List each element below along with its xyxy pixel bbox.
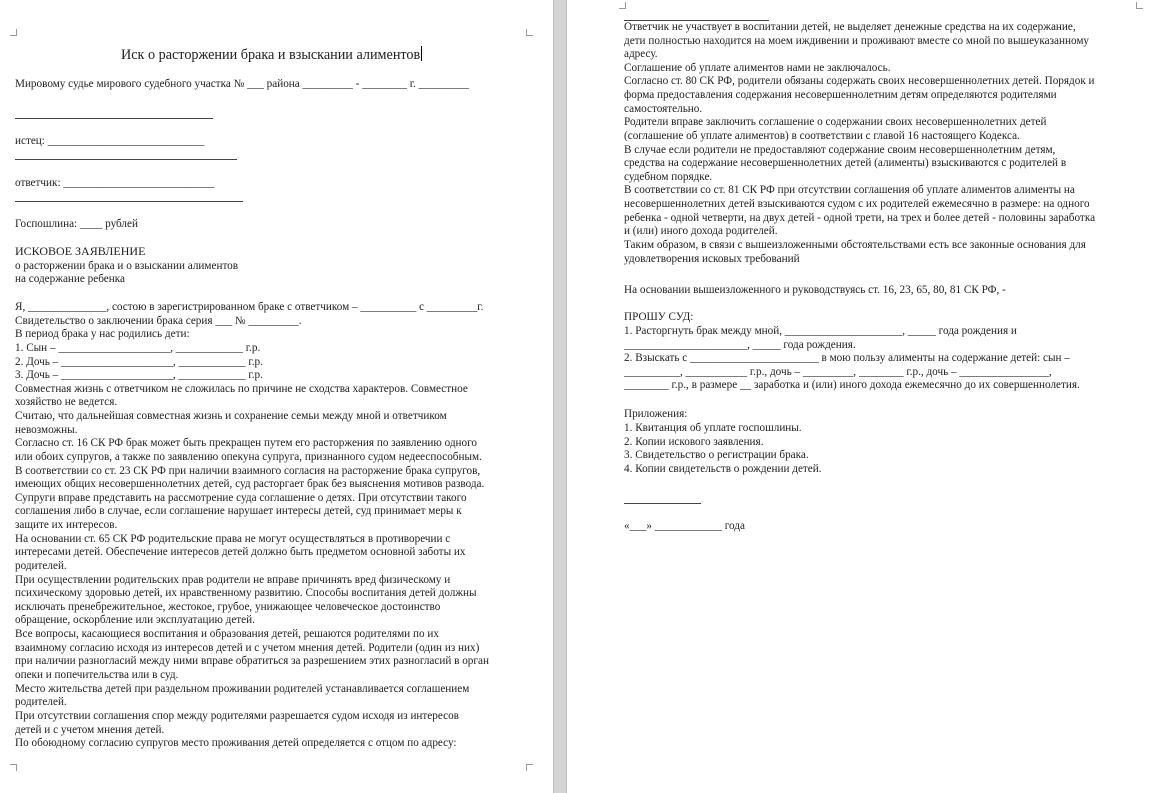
body-paragraph-line[interactable]: обращение, оскорбление или эксплуатацию детей. [15,614,255,627]
ask-item-line[interactable]: ______________________, _____ года рождения. [624,338,856,351]
blank-line [15,159,237,160]
defendant-line[interactable]: ответчик: ___________________________ [15,177,215,189]
body-paragraph-line[interactable]: родителей. [15,559,67,572]
body-paragraph-line[interactable]: исключать пренебрежительное, жестокое, грубое, унижающее человеческое достоинство [15,600,441,613]
plaintiff-line[interactable]: истец: ____________________________ [15,135,205,147]
body-paragraph-line[interactable]: дети полностью находится на моем иждивении и проживают вместе со мной по вышеуказанному [624,34,1090,47]
crop-mark [526,29,533,36]
attachment-item[interactable]: 2. Копии искового заявления. [624,435,764,448]
body-paragraph-line[interactable]: Согласно ст. 80 СК РФ, родители обязаны содержать своих несовершеннолетних детей. Порядок и [624,75,1095,88]
fee-line[interactable]: Госпошлина: ____ рублей [15,218,138,230]
ask-heading[interactable]: ПРОШУ СУД: [624,311,694,323]
body-paragraph-line[interactable]: При отсутствии соглашения спор между родителями разрешается судом исходя из интересов [15,709,459,722]
blank-line [15,118,213,119]
body-paragraph-line[interactable]: интересами детей. Обеспечение интересов детей должно быть предметом основной заботы их [15,546,466,559]
body-paragraph-line[interactable]: В случае если родители не предоставляют содержание своим несовершеннолетним детям, [624,143,1056,156]
body-paragraph-line[interactable]: судебном порядке. [624,170,713,183]
body-paragraph-line[interactable]: форма предоставления содержания несовершеннолетним детям определяются родителями [624,89,1057,102]
blank-line [15,201,243,202]
body-paragraph-line[interactable]: В соответствии со ст. 23 СК РФ при наличии взаимного согласия на расторжение брака супругов, [15,464,481,477]
body-paragraph-line[interactable]: Согласно ст. 16 СК РФ брак может быть прекращен путем его расторжения по заявлению одного [15,437,478,450]
body-paragraph-line[interactable]: или обоих супругов, а также по заявлению опекуна супруга, признанного судом недееспособным. [15,450,482,463]
page-divider [553,0,567,793]
body-paragraph-line[interactable]: детей и с учетом мнения детей. [15,723,165,736]
document-title[interactable]: Иск о расторжении брака и взыскании алиментов [121,47,421,63]
signature-line [624,503,701,504]
ask-item-line[interactable]: 1. Расторгнуть брак между мной, _____________________, _____ года рождения и [624,325,1017,337]
body-paragraph-line[interactable]: при наличии разногласий между ними вправе обратиться за разрешением этих разногласий в орган [15,655,489,668]
body-paragraph-line[interactable]: Супруги вправе представить на рассмотрение суда соглашение о детях. При отсутствии такого [15,491,467,504]
basis-line[interactable]: На основании вышеизложенного и руководствуясь ст. 16, 23, 65, 80, 81 СК РФ, - [624,284,1006,296]
body-paragraph-line[interactable]: Считаю, что дальнейшая совместная жизнь и сохранение семьи между мной и ответчиком [15,410,447,423]
body-paragraph-line[interactable]: По обоюдному согласию супругов место проживания детей определяется с отцом по адресу: [15,737,457,750]
text-cursor [421,46,422,61]
body-paragraph-line[interactable]: и (или) иного дохода родителей. [624,225,778,238]
crop-mark [1136,2,1143,9]
body-paragraph-line[interactable]: Я, ______________, состою в зарегистрированном браке с ответчиком – __________ с _________г. [15,301,484,313]
body-paragraph-line[interactable]: ребенка - одной четверти, на двух детей - одной трети, на трех и более детей - половины заработка [624,211,1096,224]
body-paragraph-line[interactable]: имеющих общих несовершеннолетних детей, суд расторгает брак без выяснения мотивов развода. [15,478,485,491]
body-paragraph-line[interactable]: 1. Сын – ____________________, ____________ г.р. [15,341,261,354]
body-paragraph-line[interactable]: Свидетельство о заключении брака серия ___ № _________. [15,314,302,327]
body-paragraph-line[interactable]: На основании ст. 65 СК РФ родительские права не могут осуществляться в противоречии с [15,532,451,545]
document-page-left [0,0,553,793]
body-paragraph-line[interactable]: 3. Дочь – ____________________, ____________ г.р. [15,369,263,382]
body-paragraph-line[interactable]: Совместная жизнь с ответчиком не сложилась по причине не сходства характеров. Совместное [15,382,468,395]
crop-mark [619,2,626,9]
document-page-right [567,0,1159,793]
date-line[interactable]: «___» ____________ года [624,520,745,532]
to-judge-line[interactable]: Мировому судье мирового судебного участка № ___ района _________ - ________ г. _________ [15,78,470,90]
claim-subtitle[interactable]: о расторжении брака и о взыскании алиментов [15,260,239,272]
body-paragraph-line[interactable]: Все вопросы, касающиеся воспитания и образования детей, решаются родителями по их [15,628,439,641]
body-paragraph-line[interactable]: психическому здоровью детей, их нравственному развитию. Способы воспитания детей должны [15,587,477,600]
body-paragraph-line[interactable]: Соглашение об уплате алиментов нами не заключалось. [624,61,891,74]
body-paragraph-line[interactable]: защите их интересов. [15,519,118,532]
body-paragraph-line[interactable]: В период брака у нас родились дети: [15,328,190,341]
body-paragraph-line[interactable]: хозяйство не ведется. [15,396,118,409]
body-paragraph-line[interactable]: удовлетворения исковых требований [624,252,800,265]
attachment-item[interactable]: 1. Квитанция об уплате госпошлины. [624,422,802,434]
claim-subtitle[interactable]: на содержание ребенка [15,273,125,285]
body-paragraph-line[interactable]: Родители вправе заключить соглашение о содержании своих несовершеннолетних детей [624,116,1047,129]
attachments-heading[interactable]: Приложения: [624,408,688,420]
attachment-item[interactable]: 4. Копии свидетельств о рождении детей. [624,462,822,475]
body-paragraph-line[interactable]: Место жительства детей при раздельном проживании родителей устанавливается соглашением [15,682,470,695]
ask-item-line[interactable]: __________, ___________ г.р., дочь – _________, ________ г.р., дочь – ________________, [624,365,1052,378]
body-paragraph-line[interactable]: невозможны. [15,423,78,436]
ask-item-line[interactable]: ________ г.р., в размере __ заработка и (или) иного дохода ежемесячно до их совершеннолетия. [624,379,1080,392]
body-paragraph-line[interactable]: адресу. [624,48,658,61]
body-paragraph-line[interactable]: самостоятельно. [624,102,703,115]
body-paragraph-line[interactable]: несовершеннолетних детей взыскиваются судом с их родителей ежемесячно в размере: на одного [624,198,1090,211]
body-paragraph-line[interactable]: Таким образом, в связи с вышеизложенными обстоятельствами есть все законные основания для [624,238,1086,251]
crop-mark [10,764,17,771]
claim-heading[interactable]: ИСКОВОЕ ЗАЯВЛЕНИЕ [15,244,146,258]
body-paragraph-line[interactable]: родителей. [15,696,67,709]
body-paragraph-line[interactable]: опеки и попечительства или в суд. [15,669,179,681]
body-paragraph-line[interactable]: При осуществлении родительских прав родители не вправе причинять вред физическому и [15,573,451,586]
body-paragraph-line[interactable]: В соответствии со ст. 81 СК РФ при отсутствии соглашения об уплате алиментов алименты на [624,184,1075,197]
body-paragraph-line[interactable]: (соглашение об уплате алиментов) в соответствии с главой 16 настоящего Кодекса. [624,129,1020,142]
body-paragraph-line[interactable]: 2. Дочь – ____________________, ____________ г.р. [15,355,263,368]
ask-item-line[interactable]: 2. Взыскать с _______________________ в мою пользу алименты на содержание детей: сын – [624,352,1070,365]
attachment-item[interactable]: 3. Свидетельство о регистрации брака. [624,449,809,462]
body-paragraph-line[interactable]: Ответчик не участвует в воспитании детей, не выделяет денежные средства на их содержание, [624,21,1076,33]
crop-mark [526,764,533,771]
body-paragraph-line[interactable]: соглашения либо в случае, если соглашение нарушает интересы детей, суд принимает меры к [15,505,462,518]
body-paragraph-line[interactable]: средства на содержание несовершеннолетних детей (алименты) взыскиваются с родителей в [624,157,1067,170]
crop-mark [10,29,17,36]
body-paragraph-line[interactable]: взаимному согласию исходя из интересов детей и с учетом мнения детей. Родители (один из них) [15,641,480,654]
